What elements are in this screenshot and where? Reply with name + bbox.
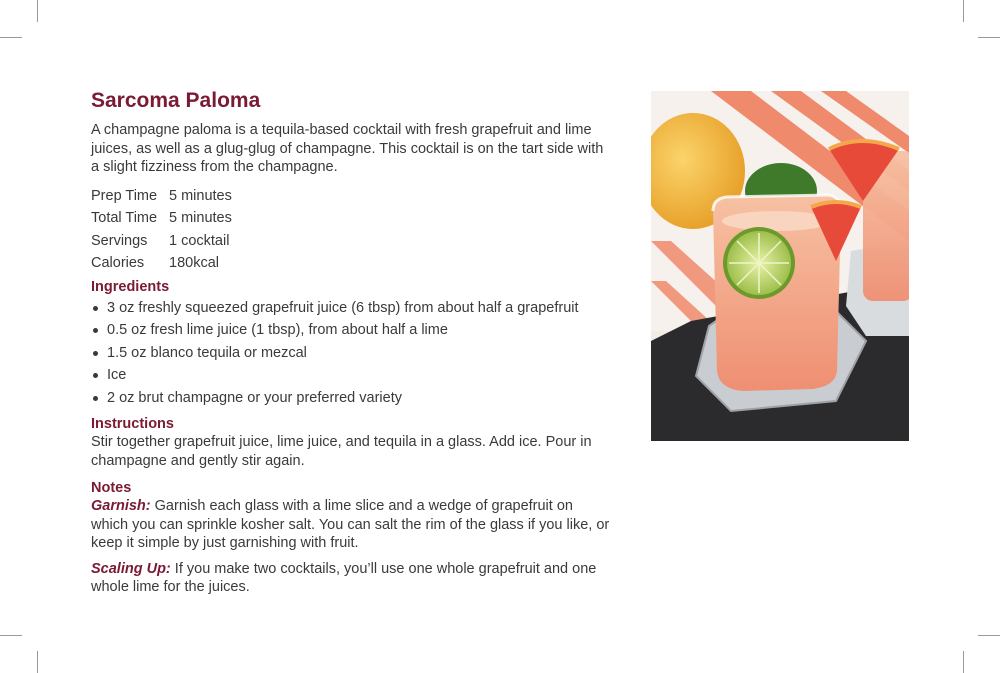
note-label: Scaling Up: — [91, 560, 171, 577]
crop-mark — [978, 37, 1000, 38]
meta-label: Total Time — [91, 210, 158, 227]
ingredients-list — [91, 297, 611, 410]
meta-row — [91, 207, 232, 230]
ingredient-item: 3 oz freshly squeezed grapefruit juice (6 tbsp) from about half a grapefruit — [91, 297, 611, 320]
crop-mark — [963, 0, 964, 22]
meta-value: 5 minutes — [169, 187, 232, 204]
recipe-description: A champagne paloma is a tequila-based cocktail with fresh grapefruit and lime juices, as well as a glug-glug of champagne. This cocktail is on the tart side with a slight fizziness from the champagne. — [91, 122, 604, 175]
meta-value: 5 minutes — [169, 210, 232, 227]
instructions-heading: Instructions — [91, 416, 174, 432]
note-scaling — [91, 560, 611, 597]
recipe-card — [91, 88, 611, 604]
meta-row — [91, 252, 232, 275]
crop-mark — [0, 635, 22, 636]
crop-mark — [37, 651, 38, 673]
cocktail-photo — [651, 91, 909, 441]
note-text: If you make two cocktails, you’ll use one whole grapefruit and one whole lime for the juices. — [91, 560, 597, 595]
meta-value: 180kcal — [169, 255, 219, 272]
note-text: Garnish each glass with a lime slice and a wedge of grapefruit on which you can sprinkle kosher salt. You can salt the rim of the glass if you like, or keep it simple by just garnishing with fruit. — [91, 498, 610, 551]
ingredient-item: Ice — [91, 364, 611, 387]
note-label: Garnish: — [91, 498, 151, 514]
crop-mark — [978, 635, 1000, 636]
ingredient-item: 1.5 oz blanco tequila or mezcal — [91, 342, 611, 365]
meta-label: Prep Time — [91, 187, 158, 204]
ingredient-item: 2 oz brut champagne or your preferred variety — [91, 387, 611, 410]
meta-row — [91, 230, 232, 253]
ingredient-item: 0.5 oz fresh lime juice (1 tbsp), from about half a lime — [91, 319, 611, 342]
recipe-title: Sarcoma Paloma — [91, 89, 261, 112]
recipe-meta — [91, 185, 232, 275]
meta-label: Servings — [91, 232, 148, 249]
meta-row — [91, 185, 232, 208]
meta-value: 1 cocktail — [169, 232, 230, 249]
crop-mark — [0, 37, 22, 38]
meta-label: Calories — [91, 255, 145, 272]
instructions-text: Stir together grapefruit juice, lime juice, and tequila in a glass. Add ice. Pour in champagne and gently stir again. — [91, 434, 592, 469]
note-garnish — [91, 497, 611, 553]
crop-mark — [37, 0, 38, 22]
crop-mark — [963, 651, 964, 673]
ingredients-heading: Ingredients — [91, 278, 170, 295]
notes-heading: Notes — [91, 480, 132, 496]
